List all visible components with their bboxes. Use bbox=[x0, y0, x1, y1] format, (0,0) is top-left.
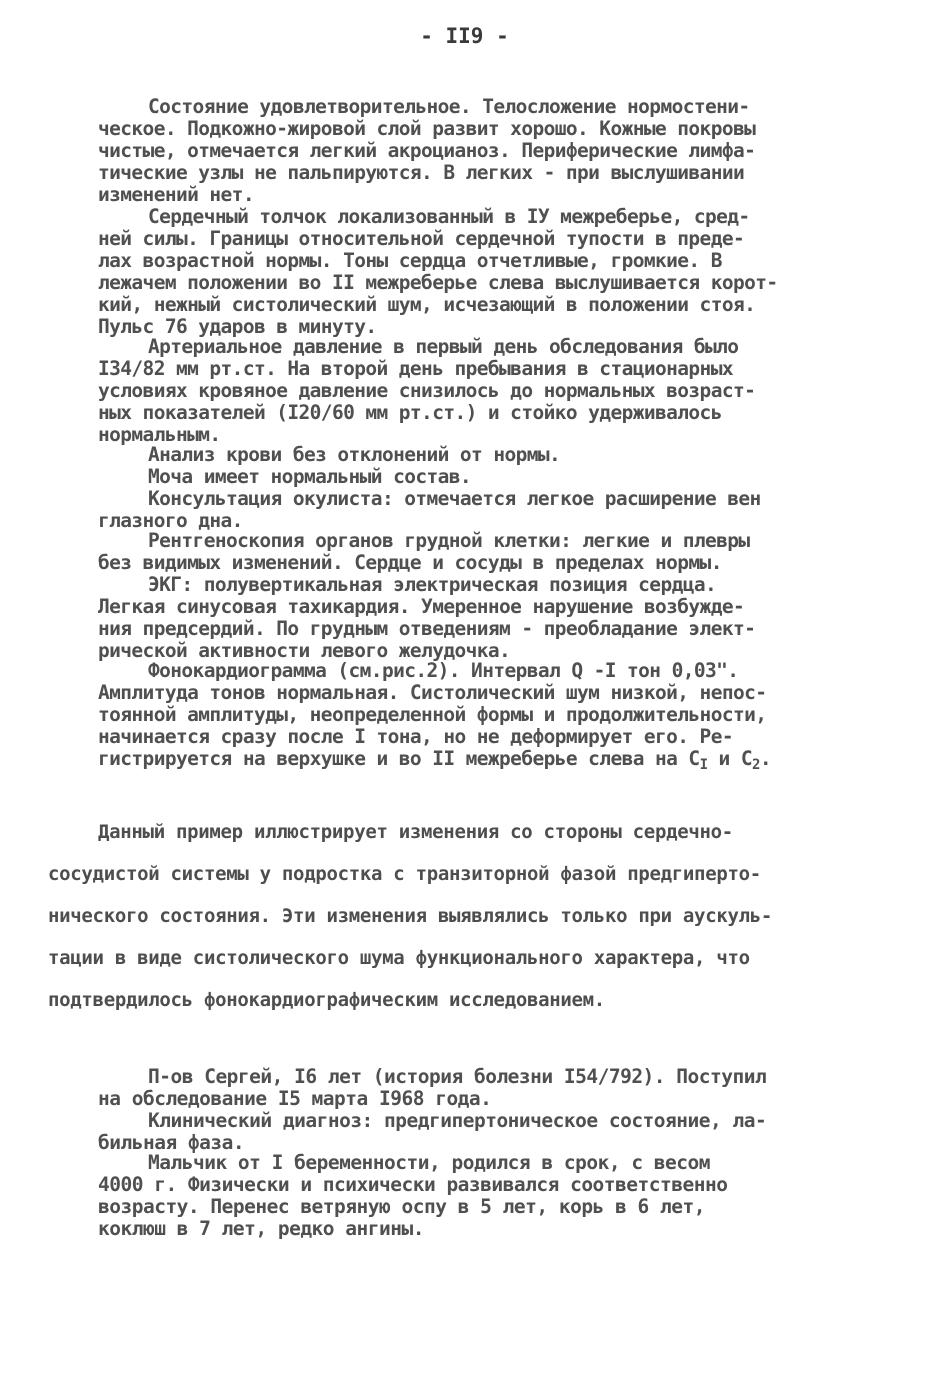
text-line: бильная фаза. bbox=[98, 1131, 245, 1154]
text-line: Мальчик от I беременности, родился в срок, с весом bbox=[148, 1151, 710, 1174]
text-line: условиях кровяное давление снизилось до нормальных возраст- bbox=[98, 379, 756, 402]
text-line: тические узлы не пальпируются. В легких - при выслушивании bbox=[98, 161, 745, 184]
text-line: тации в виде систолического шума функционального характера, что bbox=[48, 947, 750, 969]
text-line: возрасту. Перенес ветряную оспу в 5 лет, корь в 6 лет, bbox=[98, 1195, 705, 1218]
text-line-with-subscripts bbox=[98, 748, 771, 776]
text-line: ния предсердий. По грудным отведениям - преобладание элект- bbox=[98, 617, 756, 640]
text-line: Фонокардиограмма (см.рис.2). Интервал Q -I тон 0,03". bbox=[148, 659, 739, 682]
text-line: Анализ крови без отклонений от нормы. bbox=[148, 443, 561, 466]
subscript: I bbox=[699, 757, 708, 773]
text-line: I34/82 мм рт.ст. На второй день пребывания в стационарных bbox=[98, 357, 733, 380]
text-line: Пульс 76 ударов в минуту. bbox=[98, 315, 377, 338]
text-line: кий, нежный систолический шум, исчезающий в положении стоя. bbox=[98, 293, 756, 316]
text-line: чистые, отмечается легкий акроцианоз. Периферические лимфа- bbox=[98, 139, 756, 162]
text-line: глазного дна. bbox=[98, 509, 243, 532]
text-line: Данный пример иллюстрирует изменения со стороны сердечно- bbox=[98, 821, 733, 843]
text-line: Клинический диагноз: предгипертоническое состояние, ла- bbox=[148, 1109, 767, 1132]
text-line: рической активности левого желудочка. bbox=[98, 639, 511, 662]
text-line: Легкая синусовая тахикардия. Умеренное нарушение возбужде- bbox=[98, 595, 745, 618]
text-line: нического состояния. Эти изменения выявлялись только при аускуль- bbox=[48, 905, 773, 927]
text-line: Состояние удовлетворительное. Телосложение нормостени- bbox=[148, 95, 750, 118]
text-line: сосудистой системы у подростка с транзиторной фазой предгиперто- bbox=[48, 863, 761, 885]
text-line: на обследование I5 марта I968 года. bbox=[98, 1087, 492, 1110]
page-number: - II9 - bbox=[420, 24, 509, 48]
text-line: нормальным. bbox=[98, 423, 221, 446]
text-line: Сердечный толчок локализованный в IУ межреберье, сред- bbox=[148, 205, 750, 228]
text-line: ней силы. Границы относительной сердечной тупости в преде- bbox=[98, 227, 745, 250]
text-line: тоянной амплитуды, неопределенной формы и продолжительности, bbox=[98, 703, 767, 726]
text-line: 4000 г. Физически и психически развивался соответственно bbox=[98, 1173, 728, 1196]
text-line: гистрируется на верхушке и во II межреберье слева на C bbox=[98, 747, 700, 770]
text-line: лах возрастной нормы. Тоны сердца отчетливые, громкие. В bbox=[98, 249, 722, 272]
text-line: начинается сразу после I тона, но не деформирует его. Ре- bbox=[98, 725, 733, 748]
text-line: ных показателей (I20/60 мм рт.ст.) и стойко удерживалось bbox=[98, 401, 722, 424]
text-line: Рентгеноскопия органов грудной клетки: легкие и плевры bbox=[148, 529, 750, 552]
subscript: 2 bbox=[751, 757, 760, 773]
text-line: без видимых изменений. Сердце и сосуды в пределах нормы. bbox=[98, 551, 722, 574]
text-line: Моча имеет нормальный состав. bbox=[148, 465, 472, 488]
text-line: Консультация окулиста: отмечается легкое расширение вен bbox=[148, 487, 761, 510]
text-line: подтвердилось фонокардиографическим исследованием. bbox=[48, 989, 605, 1011]
text-fragment: . bbox=[759, 747, 771, 770]
text-line: ЭКГ: полувертикальная электрическая позиция сердца. bbox=[148, 573, 717, 596]
text-line: коклюш в 7 лет, редко ангины. bbox=[98, 1217, 424, 1240]
text-line: изменений нет. bbox=[98, 183, 254, 206]
text-line: ческое. Подкожно-жировой слой развит хорошо. Кожные покровы bbox=[98, 117, 756, 140]
text-line: П-ов Сергей, I6 лет (история болезни I54/792). Поступил bbox=[148, 1065, 767, 1088]
text-line: Артериальное давление в первый день обследования было bbox=[148, 335, 739, 358]
text-line: лежачем положении во II межреберье слева выслушивается корот- bbox=[98, 271, 778, 294]
text-line: Амплитуда тонов нормальная. Систолический шум низкой, непос- bbox=[98, 681, 767, 704]
text-fragment: и C bbox=[707, 747, 752, 770]
